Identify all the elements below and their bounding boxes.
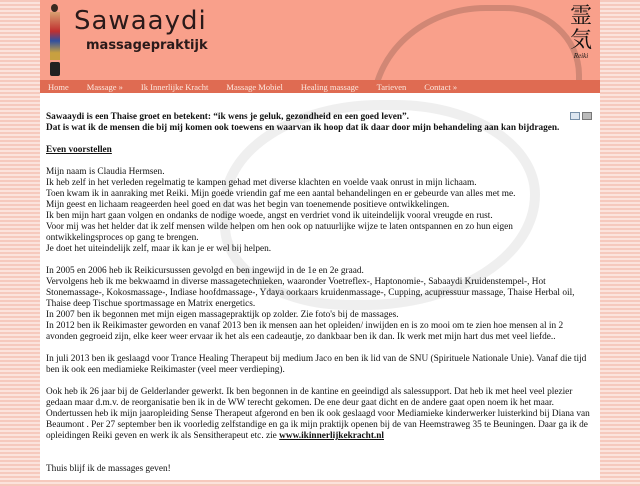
text-line: Vervolgens heb ik me bekwaamd in diverse massagetechnieken, waaronder Voetreflex-, Haptonomie-, Sabaaydi Kruidenstempel-, Hot Stonemassage-, Kokosmassage-, Indiase hoofdmassage-, Ydaya oorkaars kruidenmassage-, Cupping, acupressuur massage, Thaise Herbal oil, Thaise deep Tischue sportmassage en Matrix energetics. — [46, 277, 575, 309]
section-heading: Even voorstellen — [46, 145, 112, 155]
text-line: In 2012 ben ik Reikimaster geworden en vanaf 2013 ben ik mensen aan het opleiden/ inwijden en is zo mooi om te zien hoe mensen al in 2 avonden gegroeid zijn, elke keer weer ervaar ik het als een cadeautje, zo dankbaar ben ik dan. Ik werk met mijn hart dus met veel liefde.. — [46, 321, 564, 342]
page — [40, 0, 600, 480]
kanji-text: 霊気 — [569, 3, 592, 52]
nav-contact[interactable]: Contact » — [424, 81, 458, 92]
paragraph-intro — [46, 167, 592, 255]
intro-line-2: Dat is wat ik de mensen die bij mij komen ook toewens en waarvan ik hoop dat ik daar door mijn behandeling aan kan bijdragen. — [46, 123, 560, 133]
website-link[interactable]: www.ikinnerlijkekracht.nl — [279, 431, 384, 441]
article-content — [46, 112, 592, 486]
reiki-kanji-logo — [568, 4, 594, 61]
text-line: Ik ben mijn hart gaan volgen en ondanks de nodige woede, angst en verdriet vond ik uiteindelijk vooral vreugde en rust. — [46, 211, 493, 221]
nav-massage[interactable]: Massage » — [86, 81, 123, 92]
thai-figure-image — [48, 4, 62, 76]
paragraph-career — [46, 387, 592, 442]
text-line: Ook heb ik 26 jaar bij de Gelderlander gewerkt. Ik ben begonnen in de kantine en geeindigd als salessupport. Dat heb ik met heel veel plezier gedaan maar d.m.v. de reorganisatie ben ik in de WW terecht gekomen. De ene deur gaat dicht en de andere gaat open noem ik het maar. Ondertussen heb ik mijn jaaropleiding Sense Therapeut afgerond en ben ik ook geslaagd voor Mediamieke kinderwerker luisterkind bij Diana van Beaumont . Per 27 september ben ik voorledig zelfstandige en ga ik mijn praktijk openen bij de van Heemstraweg 35 te Beuningen. Daar ga ik de opleidingen Reiki geven en werk ik als Sensitherapeut etc. zie — [46, 387, 590, 441]
nav-ik-innerlijke-kracht[interactable]: Ik Innerlijke Kracht — [140, 81, 209, 92]
main-nav — [40, 80, 600, 93]
text-line: Mijn naam is Claudia Hermsen. — [46, 167, 165, 177]
intro-line-1: Sawaaydi is een Thaise groet en betekent: “ik wens je geluk, gezondheid en een goed leven”. — [46, 112, 410, 122]
nav-healing-massage[interactable]: Healing massage — [300, 81, 359, 92]
nav-massage-mobiel[interactable]: Massage Mobiel — [226, 81, 283, 92]
kanji-caption: Reiki — [573, 52, 589, 60]
nav-home[interactable]: Home — [48, 81, 69, 92]
text-line: Mijn geest en lichaam reageerden heel goed en dat was het begin van toenemende positieve ontwikkelingen. — [46, 200, 450, 210]
site-subtitle: massagepraktijk — [86, 38, 208, 53]
text-line: In 2007 ben ik begonnen met mijn eigen massagepraktijk op zolder. Zie foto's bij de massages. — [46, 310, 399, 320]
text-line: Ik heb zelf in het verleden regelmatig te kampen gehad met diverse klachten en voelde vaak onrust in mijn lichaam. — [46, 178, 477, 188]
butterfly-decoration — [370, 5, 582, 80]
paragraph-closing: Thuis blijf ik de massages geven! — [46, 464, 171, 474]
text-line: Je doet het uiteindelijk zelf, maar ik kan je er wel bij helpen. — [46, 244, 272, 254]
text-line: Voor mij was het helder dat ik zelf mensen wilde helpen om hen ook op natuurlijke wijze te laten ontspannen en zo hun eigen ontwikkelingsproces op gang te brengen. — [46, 222, 513, 243]
site-title[interactable]: Sawaaydi — [74, 6, 207, 36]
text-line: Toen kwam ik in aanraking met Reiki. Mijn goede vriendin gaf me een aantal behandelingen en er gebeurde van alles met me. — [46, 189, 516, 199]
paragraph-training — [46, 266, 592, 343]
header-banner — [40, 0, 600, 80]
nav-tarieven[interactable]: Tarieven — [376, 81, 407, 92]
paragraph-healing: In juli 2013 ben ik geslaagd voor Trance Healing Therapeut bij medium Jaco en ben ik lid van de SNU (Spirituele Nationale Unie). Vanaf die tijd ben ik ook een mediamieke Reikimaster (veel meer verdieping). — [46, 354, 587, 375]
text-line: In 2005 en 2006 heb ik Reikicursussen gevolgd en ben ingewijd in de 1e en 2e graad. — [46, 266, 364, 276]
